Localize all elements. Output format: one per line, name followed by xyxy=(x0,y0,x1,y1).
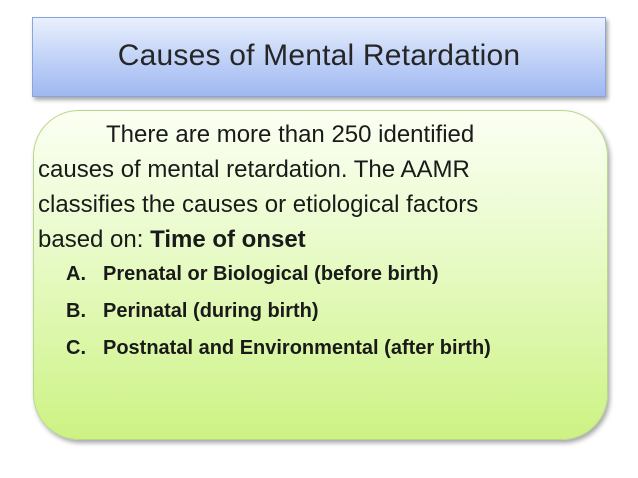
body-line-3: classifies the causes or etiological factors xyxy=(38,191,479,218)
body-line-4 xyxy=(38,222,608,257)
slide-title: Causes of Mental Retardation xyxy=(117,38,521,72)
list-item xyxy=(66,256,491,293)
list-marker: A. xyxy=(66,263,86,285)
list-item-text: Prenatal or Biological (before birth) xyxy=(103,263,439,285)
body-paragraph xyxy=(38,117,608,257)
body-line-2: causes of mental retardation. The AAMR xyxy=(38,156,470,183)
title-box xyxy=(32,17,606,97)
causes-list xyxy=(66,256,491,367)
time-of-onset-label: Time of onset xyxy=(150,226,306,253)
body-line-1: There are more than 250 identified xyxy=(106,121,475,148)
list-item-text: Postnatal and Environmental (after birth) xyxy=(103,337,491,359)
list-item-text: Perinatal (during birth) xyxy=(103,300,319,322)
list-item xyxy=(66,330,491,367)
list-marker: B. xyxy=(66,300,86,322)
list-marker: C. xyxy=(66,337,86,359)
list-item xyxy=(66,293,491,330)
body-line-4-prefix: based on: xyxy=(38,226,151,253)
